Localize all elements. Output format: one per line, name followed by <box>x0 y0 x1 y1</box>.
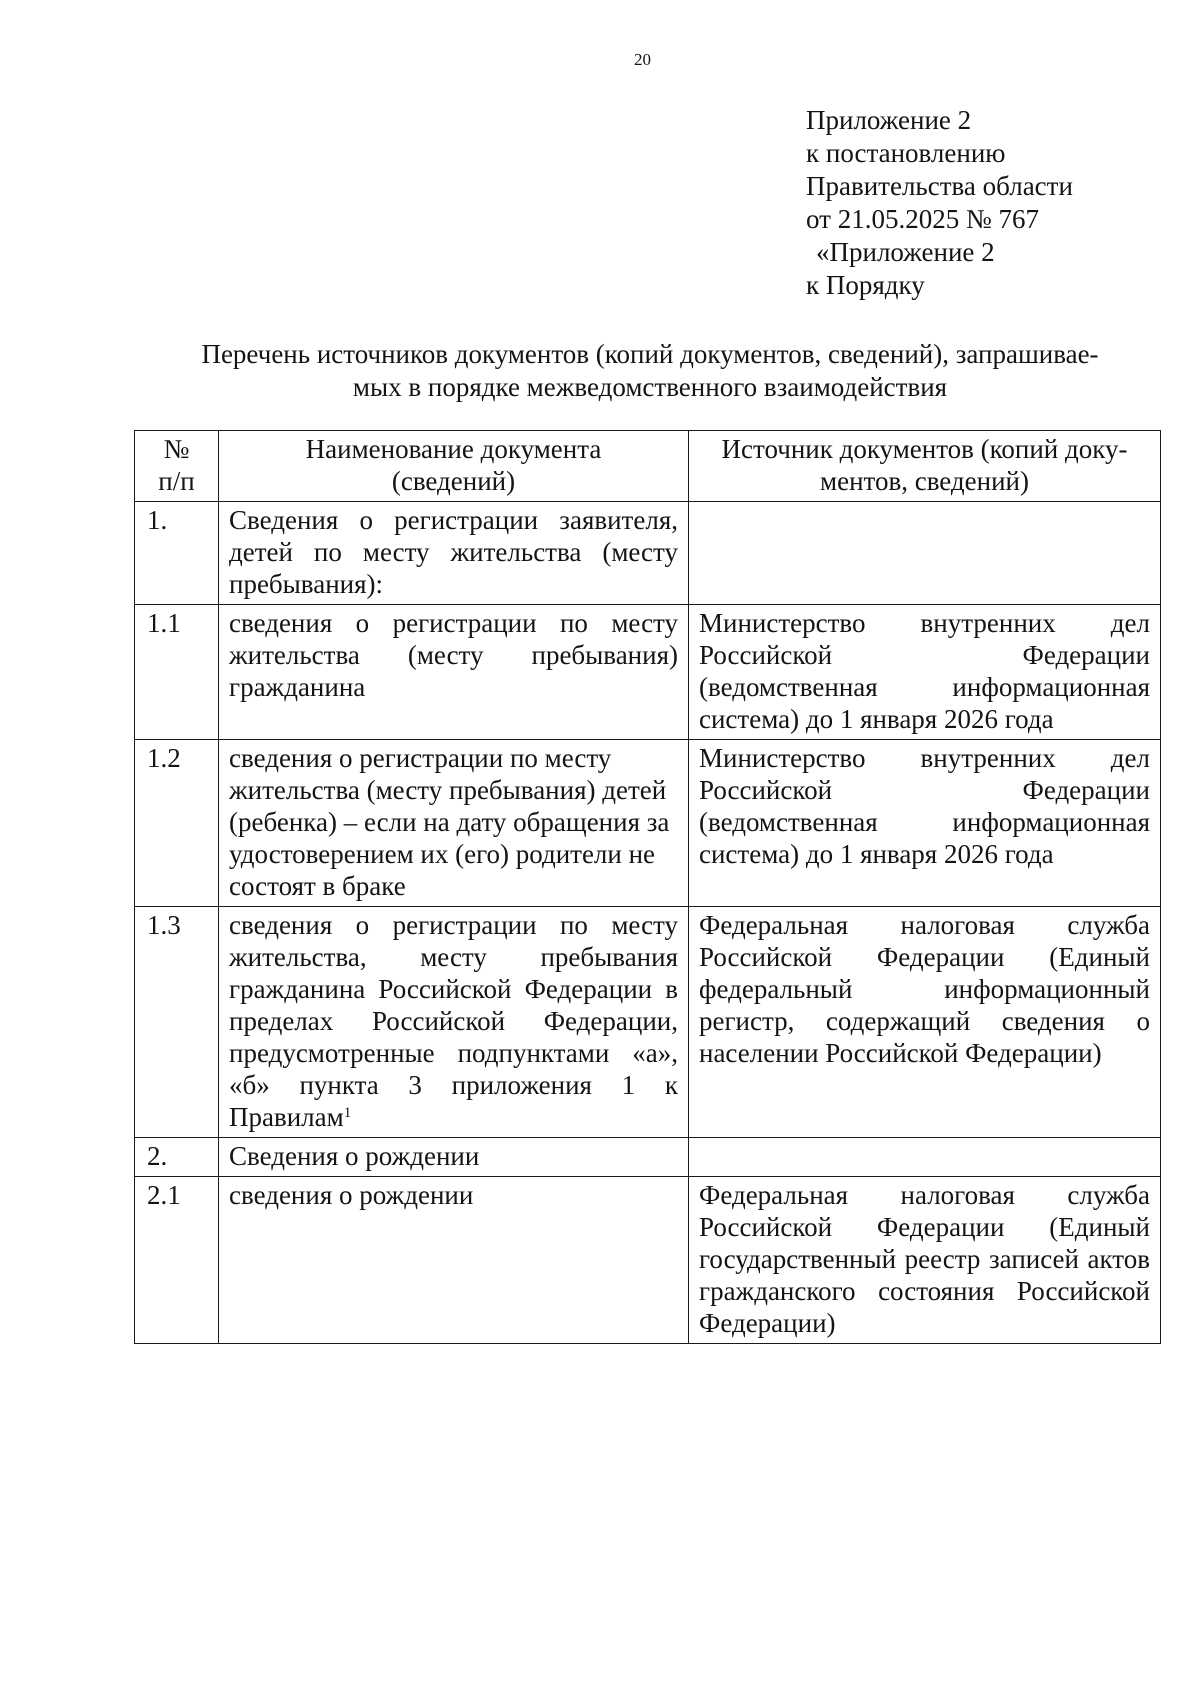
row-source <box>689 1138 1161 1177</box>
appendix-line: «Приложение 2 <box>816 237 995 267</box>
row-source: Министерство внутренних дел Российской Федерации (ведомственная информационная система) до 1 января 2026 года <box>689 740 1161 907</box>
appendix-header <box>806 104 1073 302</box>
appendix-line: к постановлению <box>806 138 1006 168</box>
row-document-name: Сведения о регистрации заявителя, детей по месту жительства (месту пребывания): <box>219 502 689 605</box>
row-source: Федеральная налоговая служба Российской Федерации (Единый государственный реестр записей актов гражданского состояния Российской Федерации) <box>689 1177 1161 1344</box>
document-title <box>130 338 1170 404</box>
row-number: 1.1 <box>135 605 219 740</box>
table-row <box>135 1138 1161 1177</box>
header-name-line: Наименование документа <box>305 434 602 464</box>
header-number-line: № <box>163 434 190 464</box>
title-line: Перечень источников документов (копий документов, сведений), запрашивае- <box>201 339 1099 369</box>
table-row <box>135 502 1161 605</box>
row-source: Министерство внутренних дел Российской Федерации (ведомственная информационная система) до 1 января 2026 года <box>689 605 1161 740</box>
appendix-line: к Порядку <box>806 270 925 300</box>
row-source <box>689 502 1161 605</box>
row-document-name: сведения о рождении <box>219 1177 689 1344</box>
row-number: 1.3 <box>135 907 219 1138</box>
table-row <box>135 907 1161 1138</box>
header-number-line: п/п <box>158 466 195 496</box>
table-header-row <box>135 431 1161 502</box>
row-number: 2.1 <box>135 1177 219 1344</box>
table-row <box>135 1177 1161 1344</box>
row-source: Федеральная налоговая служба Российской Федерации (Единый федеральный информационный регистр, содержащий сведения о населении Российской Федерации) <box>689 907 1161 1138</box>
page-number: 20 <box>634 50 651 69</box>
row-document-name-cell <box>219 907 689 1138</box>
header-number <box>135 431 219 502</box>
header-source <box>689 431 1161 502</box>
title-line: мых в порядке межведомственного взаимодействия <box>352 372 948 402</box>
row-document-name: Сведения о рождении <box>219 1138 689 1177</box>
sources-table <box>134 430 1161 1344</box>
appendix-line: от 21.05.2025 № 767 <box>806 204 1039 234</box>
header-source-line: Источник документов (копий доку- <box>721 434 1128 464</box>
row-document-name: сведения о регистрации по месту жительства, месту пребывания гражданина Российской Федерации в пределах Российской Федерации, предусмотренные подпунктами «а», «б» пункта 3 приложения 1 к Правилам <box>229 910 678 1132</box>
table-row <box>135 740 1161 907</box>
appendix-line: Правительства области <box>806 171 1073 201</box>
header-name-line: (сведений) <box>391 466 516 496</box>
row-number: 2. <box>135 1138 219 1177</box>
row-number: 1. <box>135 502 219 605</box>
appendix-line: Приложение 2 <box>806 105 972 135</box>
header-source-line: ментов, сведений) <box>820 466 1029 496</box>
row-number: 1.2 <box>135 740 219 907</box>
row-document-name: сведения о регистрации по месту жительства (месту пребывания) детей (ребенка) – если на дату обращения за удостоверением их (его) родители не состоят в браке <box>219 740 689 907</box>
header-document-name <box>219 431 689 502</box>
footnote-marker: 1 <box>343 1105 352 1121</box>
row-document-name: сведения о регистрации по месту жительства (месту пребывания) гражданина <box>219 605 689 740</box>
table-row <box>135 605 1161 740</box>
